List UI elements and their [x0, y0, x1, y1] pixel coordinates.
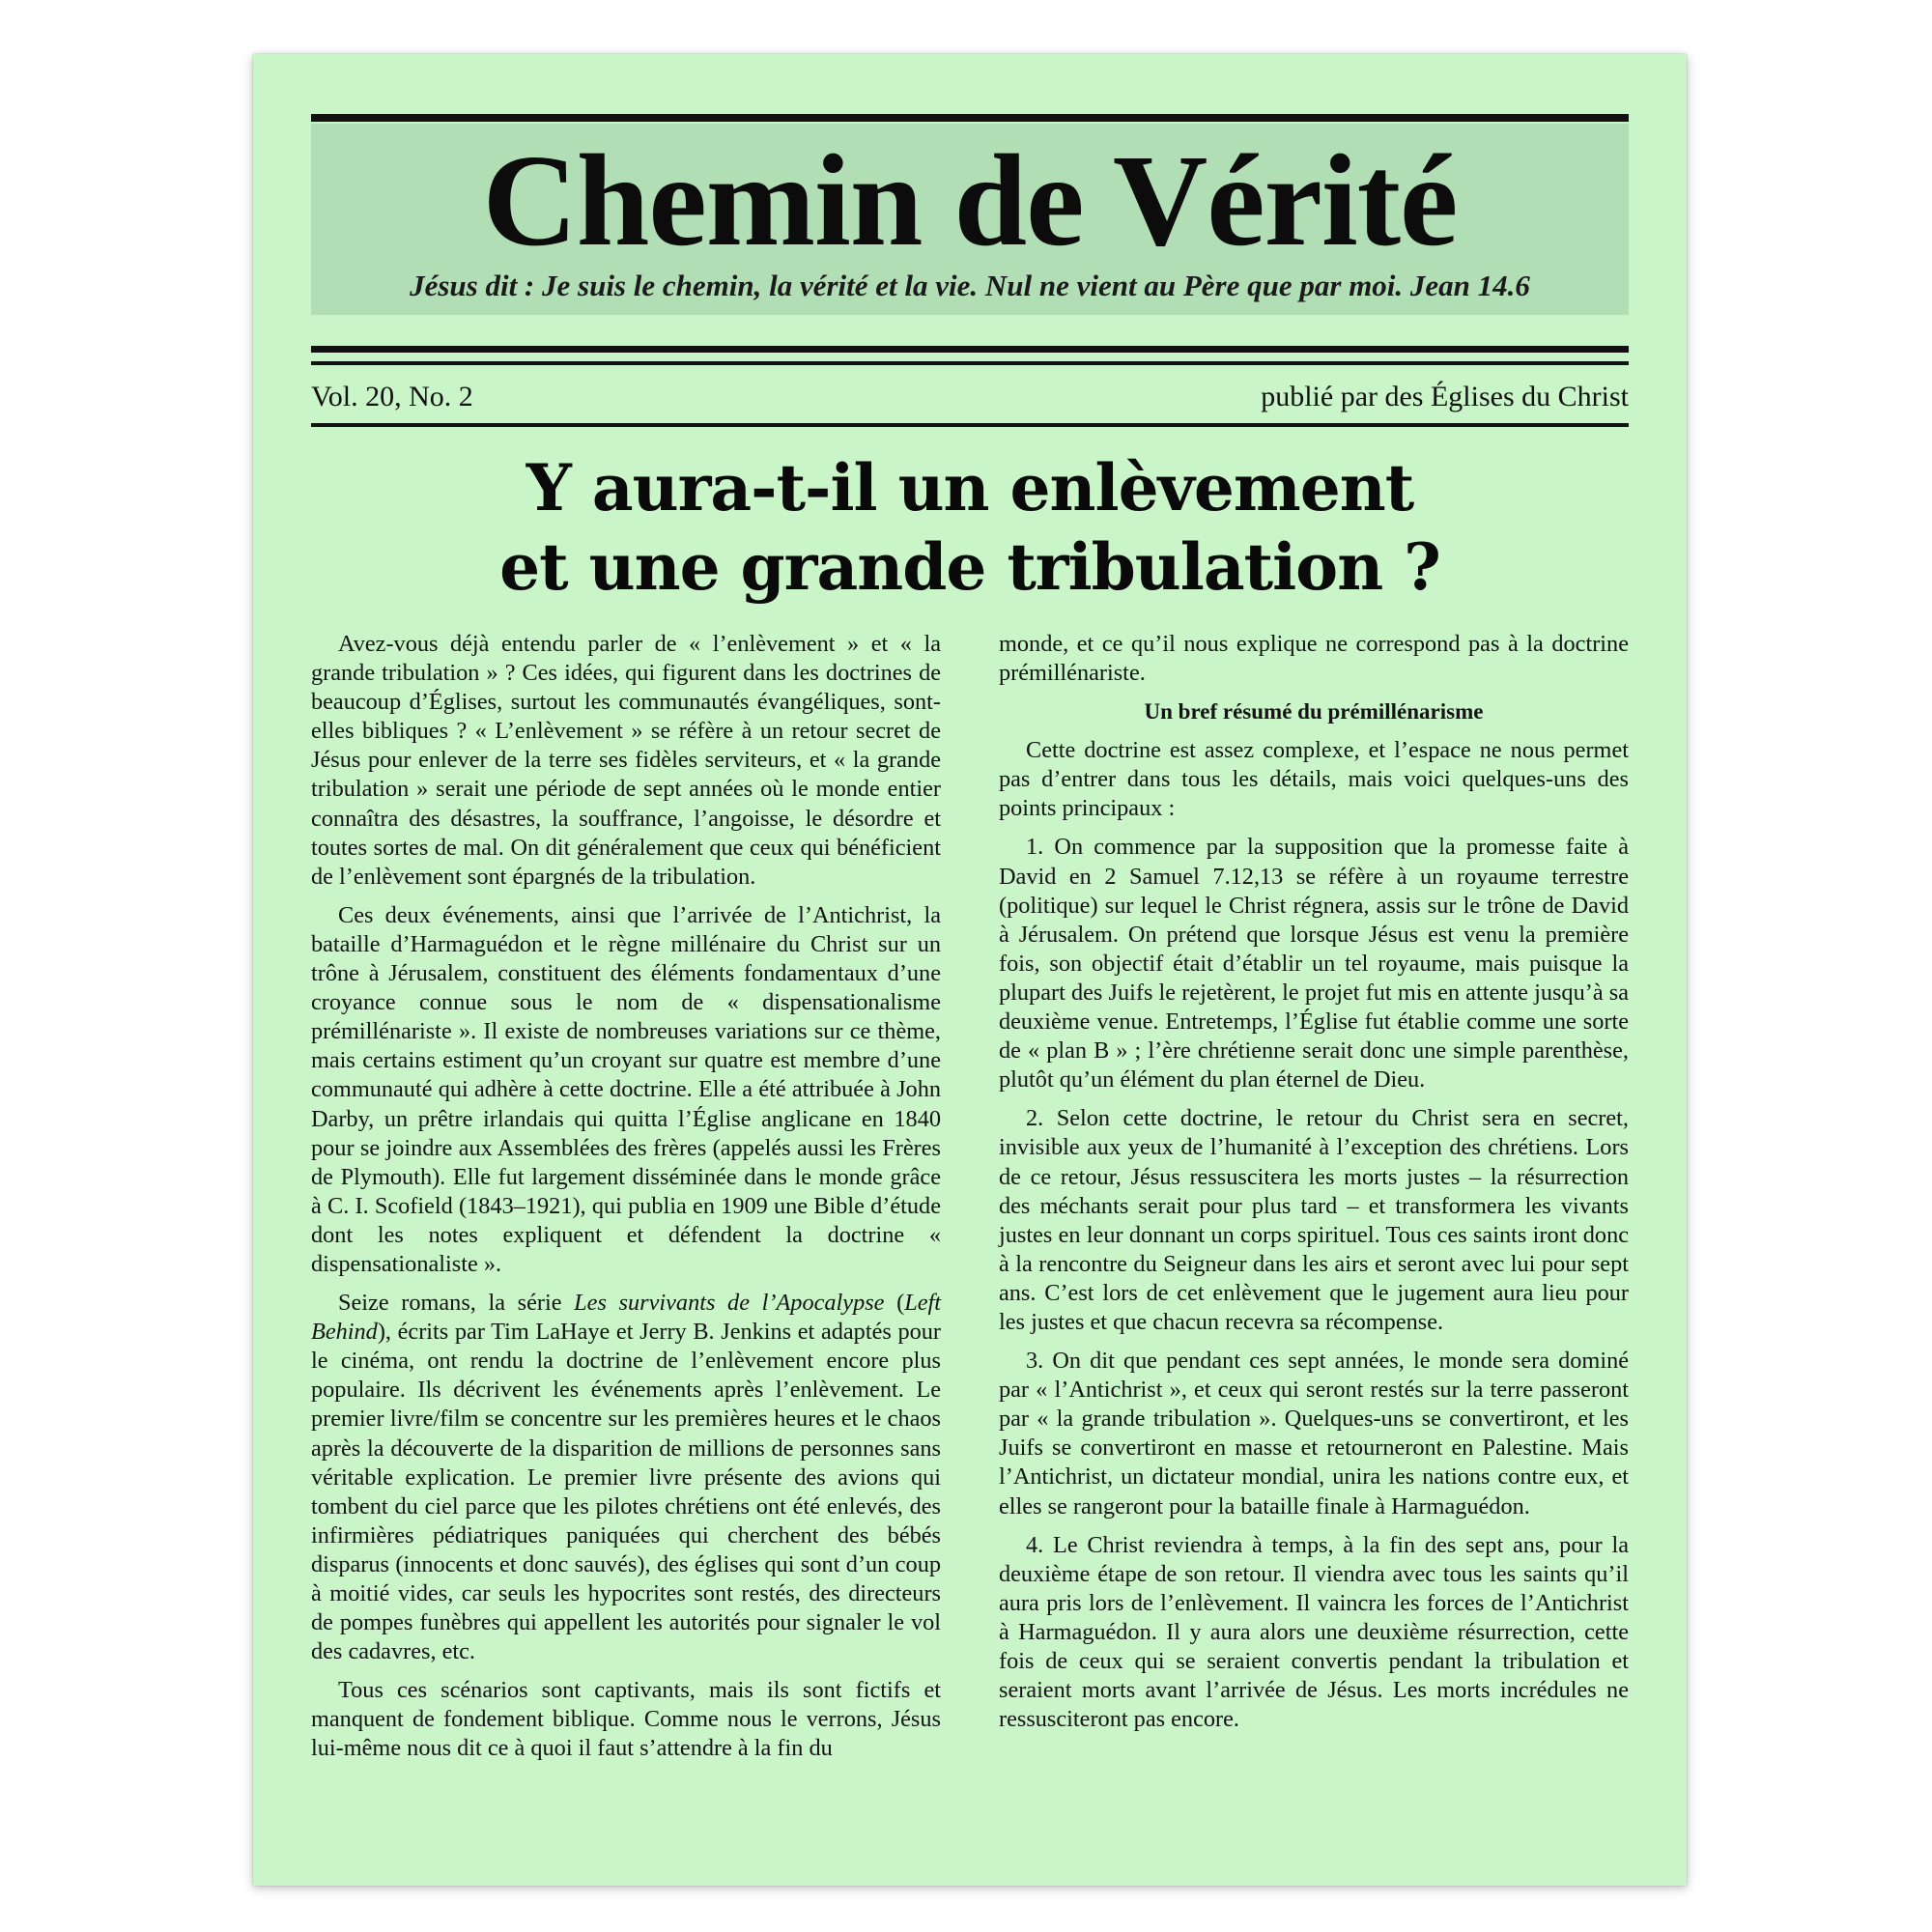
paragraph: Ces deux événements, ainsi que l’arrivée de l’Antichrist, la bataille d’Harmaguédon et le règne millénaire du Christ sur un trône à Jérusalem, constituent des éléments fondamentaux d’une croyance connue sous le nom de « dispensationalisme prémillénariste ». Il existe de nombreuses variations sur ce thème, mais certains estiment qu’un croyant sur quatre est membre d’une communauté qui adhère à cette doctrine. Elle a été attribuée à John Darby, un prêtre irlandais qui quitta l’Église anglicane en 1840 pour se joindre aux Assemblées des frères (appelés aussi les Frères de Plymouth). Elle fut largement disséminée dans le monde grâce à C. I. Scofield (1843–1921), qui publia en 1909 une Bible d’étude dont les notes expliquent et défendent la doctrine « dispensationaliste ».: [311, 901, 941, 1277]
text-run: ), écrits par Tim LaHaye et Jerry B. Jenkins et adaptés pour le cinéma, ont rendu la doctrine de l’enlèvement encore plus populaire. Ils décrivent les événements après l’enlèvement. Le premier livre/film se concentre sur les premières heures et le chaos après la découverte de la disparition de millions de personnes sans véritable explication. Le premier livre présente des avions qui tombent du ciel parce que les pilotes chrétiens ont été enlevés, des infirmières pédiatriques paniquées qui cherchent des bébés disparus (innocents et donc sauvés), des églises qui sont d’un coup à moitié vides, car seuls les hypocrites sont restés, des directeurs de pompes funèbres qui appellent les autorités pour signaler le vol des cadavres, etc.: [311, 1319, 941, 1665]
article-column-right: [999, 630, 1629, 1744]
paragraph: 3. On dit que pendant ces sept années, le monde sera dominé par « l’Antichrist », et ceux qui seront restés sur la terre passeront par « la grande tribulation ». Quelques-uns se convertiront, et les Juifs se convertiront en masse et retourneront en Palestine. Mais l’Antichrist, un dictateur mondial, unira les nations contre eux, et elles se rangeront pour la bataille finale à Harmaguédon.: [999, 1348, 1629, 1520]
book-original-title: Left Behind: [311, 1290, 942, 1346]
masthead-bottom-rule: [311, 346, 1629, 353]
paragraph: 1. On commence par la supposition que la promesse faite à David en 2 Samuel 7.12,13 se réfère à un royaume terrestre (politique) sur lequel le Christ régnera, assis sur le trône de David à Jérusalem. On prétend que lorsque Jésus est venu la première fois, son objectif était d’établir un tel royaume, mais puisque la plupart des Juifs le rejetèrent, le projet fut mis en attente jusqu’à sa deuxième venue. Entretemps, l’Église fut établie comme une sorte de « plan B » ; l’ère chrétienne serait donc une simple parenthèse, plutôt qu’un élément du plan éternel de Dieu.: [999, 834, 1629, 1094]
section-subheading: Un bref résumé du prémillénarisme: [1144, 699, 1484, 724]
masthead: [311, 124, 1629, 315]
article-headline: [311, 448, 1629, 607]
issue-number: Vol. 20, No. 2: [311, 381, 473, 412]
issue-top-rule: [311, 361, 1629, 365]
paragraph: Tous ces scénarios sont captivants, mais ils sont fictifs et manquent de fondement biblique. Comme nous le verrons, Jésus lui-même nous dit ce à quoi il faut s’attendre à la fin du: [311, 1677, 941, 1762]
masthead-motto: Jésus dit : Je suis le chemin, la vérité et la vie. Nul ne vient au Père que par moi. Jean 14.6: [410, 269, 1530, 302]
paragraph-continued: monde, et ce qu’il nous explique ne correspond pas à la doctrine prémillénariste.: [999, 631, 1629, 687]
paragraph: 4. Le Christ reviendra à temps, à la fin des sept ans, pour la deuxième étape de son retour. Il viendra avec tous les saints qu’il aura pris lors de l’enlèvement. Il vaincra les forces de l’Antichrist à Harmaguédon. Il y aura alors une deuxième résurrection, cette fois de ceux qui se seraient convertis pendant la tribulation et seraient morts avant l’arrivée de Jésus. Les morts incrédules ne ressusciteront pas encore.: [999, 1531, 1629, 1733]
paragraph: [311, 1289, 941, 1666]
masthead-title: Chemin de Vérité: [482, 128, 1458, 273]
issue-bottom-rule: [311, 423, 1629, 427]
article-column-left: [311, 630, 941, 1774]
text-run: (: [884, 1290, 905, 1317]
headline-line-2: et une grande tribulation ?: [499, 529, 1440, 605]
paragraph: 2. Selon cette doctrine, le retour du Christ sera en secret, invisible aux yeux de l’humanité à l’exception des chrétiens. Lors de ce retour, Jésus ressuscitera les morts justes – la résurrection des méchants serait pour plus tard – et transformera les vivants justes en leur donnant un corps spirituel. Tous ces saints iront donc à la rencontre du Seigneur dans les airs et seront avec lui pour sept ans. C’est lors de cet enlèvement que le jugement aura lieu pour les justes et que chacun recevra sa récompense.: [999, 1105, 1629, 1335]
headline-line-1: Y aura-t-il un enlèvement: [526, 450, 1414, 526]
paragraph: Cette doctrine est assez complexe, et l’espace ne nous permet pas d’entrer dans tous les détails, mais voici quelques-uns des points principaux :: [999, 737, 1629, 822]
publisher-line: publié par des Églises du Christ: [1261, 381, 1629, 412]
book-title: Les survivants de l’Apocalypse: [574, 1290, 885, 1317]
newsletter-page: [253, 54, 1687, 1886]
text-run: Seize romans, la série: [338, 1290, 575, 1317]
masthead-top-rule: [311, 114, 1629, 122]
paragraph: Avez-vous déjà entendu parler de « l’enlèvement » et « la grande tribulation » ? Ces idées, qui figurent dans les doctrines de beaucoup d’Églises, surtout les communautés évangéliques, sont-elles bibliques ? « L’enlèvement » se réfère à un retour secret de Jésus pour enlever de la terre ses fidèles serviteurs, et « la grande tribulation » serait une période de sept années où le monde entier connaîtra des désastres, la souffrance, l’angoisse, le désordre et toutes sortes de mal. On dit généralement que ceux qui bénéficient de l’enlèvement sont épargnés de la tribulation.: [311, 631, 941, 890]
